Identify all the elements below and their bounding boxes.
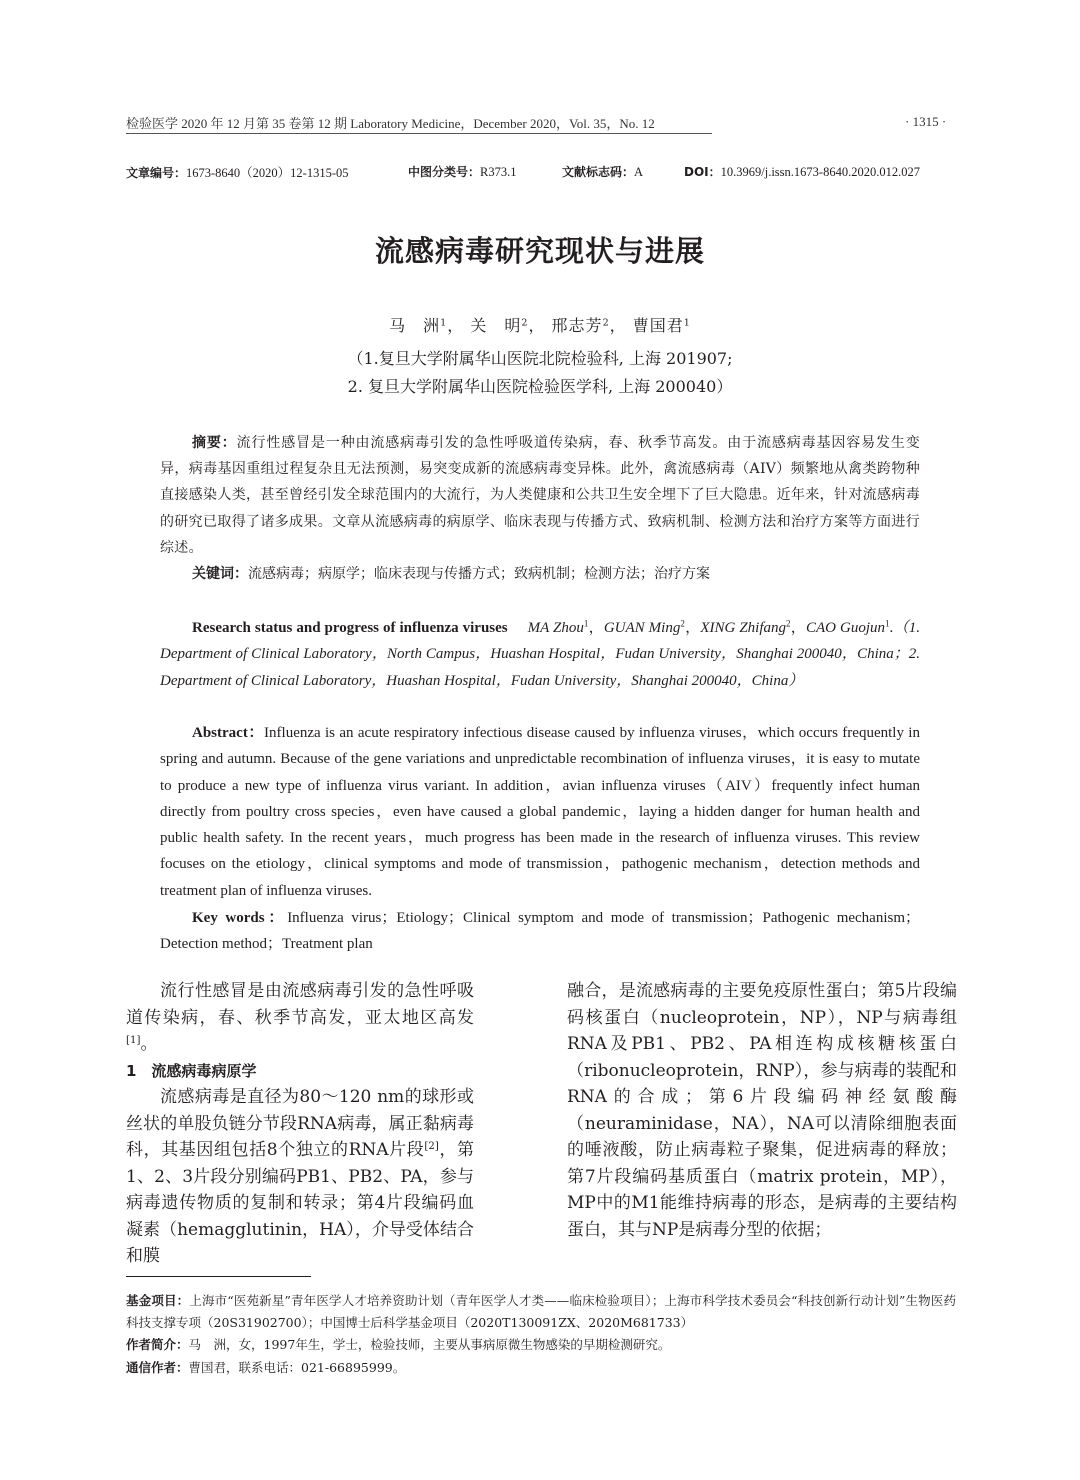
body-right-column xyxy=(567,978,957,1243)
section-heading: 1 流感病毒病原学 xyxy=(126,1061,257,1080)
running-header: 检验医学 2020 年 12 月第 35 卷第 12 期 Laboratory Medicine，December 2020，Vol. 35，No. 12 xyxy=(126,116,655,131)
document-code: 文献标志码：A xyxy=(562,165,644,179)
affiliation-line-1: （1.复旦大学附属华山医院北院检验科, 上海 201907; xyxy=(347,349,733,368)
affiliation-line-2: 2. 复旦大学附属华山医院检验医学科, 上海 200040） xyxy=(347,377,733,396)
clc-number: 中图分类号：R373.1 xyxy=(408,165,517,179)
doi: DOI：10.3969/j.issn.1673-8640.2020.012.027 xyxy=(684,165,920,179)
author-list: 马 洲$^1$， 关 明$^2$， 邢志芳$^2$， 曹国君$^1$ xyxy=(389,316,691,335)
body-left-column xyxy=(126,978,474,1270)
keywords-en: Key words：Influenza virus；Etiology；Clinical symptom and mode of transmission；Pathogenic mechanism；Detection method；Treatment plan xyxy=(160,910,921,953)
etiology-paragraph-continued: 融合，是流感病毒的主要免疫原性蛋白；第5片段编码核蛋白（nucleoprotein，NP），NP与病毒组RNA及PB1、PB2、PA相连构成核糖核蛋白（ribonucleoprotein，RNP），参与病毒的装配和RNA的合成；第6片段编码神经氨酸酶（neuraminidase，NA），NA可以清除细胞表面的唾液酸，防止病毒粒子聚集，促进病毒的释放；第7片段编码基质蛋白（matrix protein，MP），MP中的M1能维持病毒的形态，是病毒的主要结构蛋白，其与NP是病毒分型的依据； xyxy=(567,981,957,1240)
footnote-rule xyxy=(126,1276,311,1277)
abstract-en: Abstract：Influenza is an acute respiratory infectious disease caused by influenza viruses，which occurs frequently in spring and autumn. Because of the gene variations and unpredictable recombination of influenza viruses，it is easy to mutate to produce a new type of influenza virus variant. In addition，avian influenza viruses（AIV）frequently infect human directly from poultry cross species，even have caused a global pandemic，laying a hidden danger for human health and public health safety. In the recent years，much progress has been made in the research of influenza viruses. This review focuses on the etiology，clinical symptoms and mode of transmission，pathogenic mechanism，detection methods and treatment plan of influenza viruses. xyxy=(160,725,920,899)
page-number: · 1315 · xyxy=(905,114,947,129)
funding-note: 基金项目：上海市“医苑新星”青年医学人才培养资助计划（青年医学人才类——临床检验项目）；上海市科学技术委员会“科技创新行动计划”生物医药科技支撑专项（20S31902700）；中国博士后科学基金项目（2020T130091ZX、2020M681733） xyxy=(126,1293,956,1330)
author-bio-note: 作者简介：马 洲，女，1997年生，学士，检验技师，主要从事病原微生物感染的早期检测研究。 xyxy=(126,1337,671,1352)
etiology-paragraph: 流感病毒是直径为80～120 nm的球形或丝状的单股负链分节段RNA病毒，属正黏病毒科，其基因组包括8个独立的RNA片段[2]，第1、2、3片段分别编码PB1、PB2、PA，参与病毒遗传物质的复制和转录；第4片段编码血凝素（hemagglutinin，HA），介导受体结合和膜 xyxy=(126,1087,474,1266)
paper-title: 流感病毒研究现状与进展 xyxy=(374,234,705,268)
corresponding-author-note: 通信作者：曹国君，联系电话：021-66895999。 xyxy=(126,1360,406,1375)
english-title-block: Research status and progress of influenza viruses MA Zhou$^1$，GUAN Ming$^2$，XING Zhifang$^2$，CAO Guojun$^1$.（1. Department of Clinical Laboratory，North Campus，Huashan Hospital，Fudan University，Shanghai 200040，China；2. Department of Clinical Laboratory，Huashan Hospital，Fudan University，Shanghai 200040，China） xyxy=(160,618,921,689)
intro-paragraph: 流行性感冒是由流感病毒引发的急性呼吸道传染病，春、秋季节高发，亚太地区高发[1]。 xyxy=(126,981,474,1054)
abstract-cn: 摘要：流行性感冒是一种由流感病毒引发的急性呼吸道传染病，春、秋季节高发。由于流感病毒基因容易发生变异，病毒基因重组过程复杂且无法预测，易突变成新的流感病毒变异株。此外，禽流感病毒（AIV）频繁地从禽类跨物种直接感染人类，甚至曾经引发全球范围内的大流行，为人类健康和公共卫生安全埋下了巨大隐患。近年来，针对流感病毒的研究已取得了诸多成果。文章从流感病毒的病原学、临床表现与传播方式、致病机制、检测方法和治疗方案等方面进行综述。 xyxy=(160,435,920,556)
article-number: 文章编号：1673-8640（2020）12-1315-05 xyxy=(126,166,349,180)
header-rule xyxy=(126,133,712,134)
keywords-cn: 关键词：流感病毒；病原学；临床表现与传播方式；致病机制；检测方法；治疗方案 xyxy=(192,566,710,582)
